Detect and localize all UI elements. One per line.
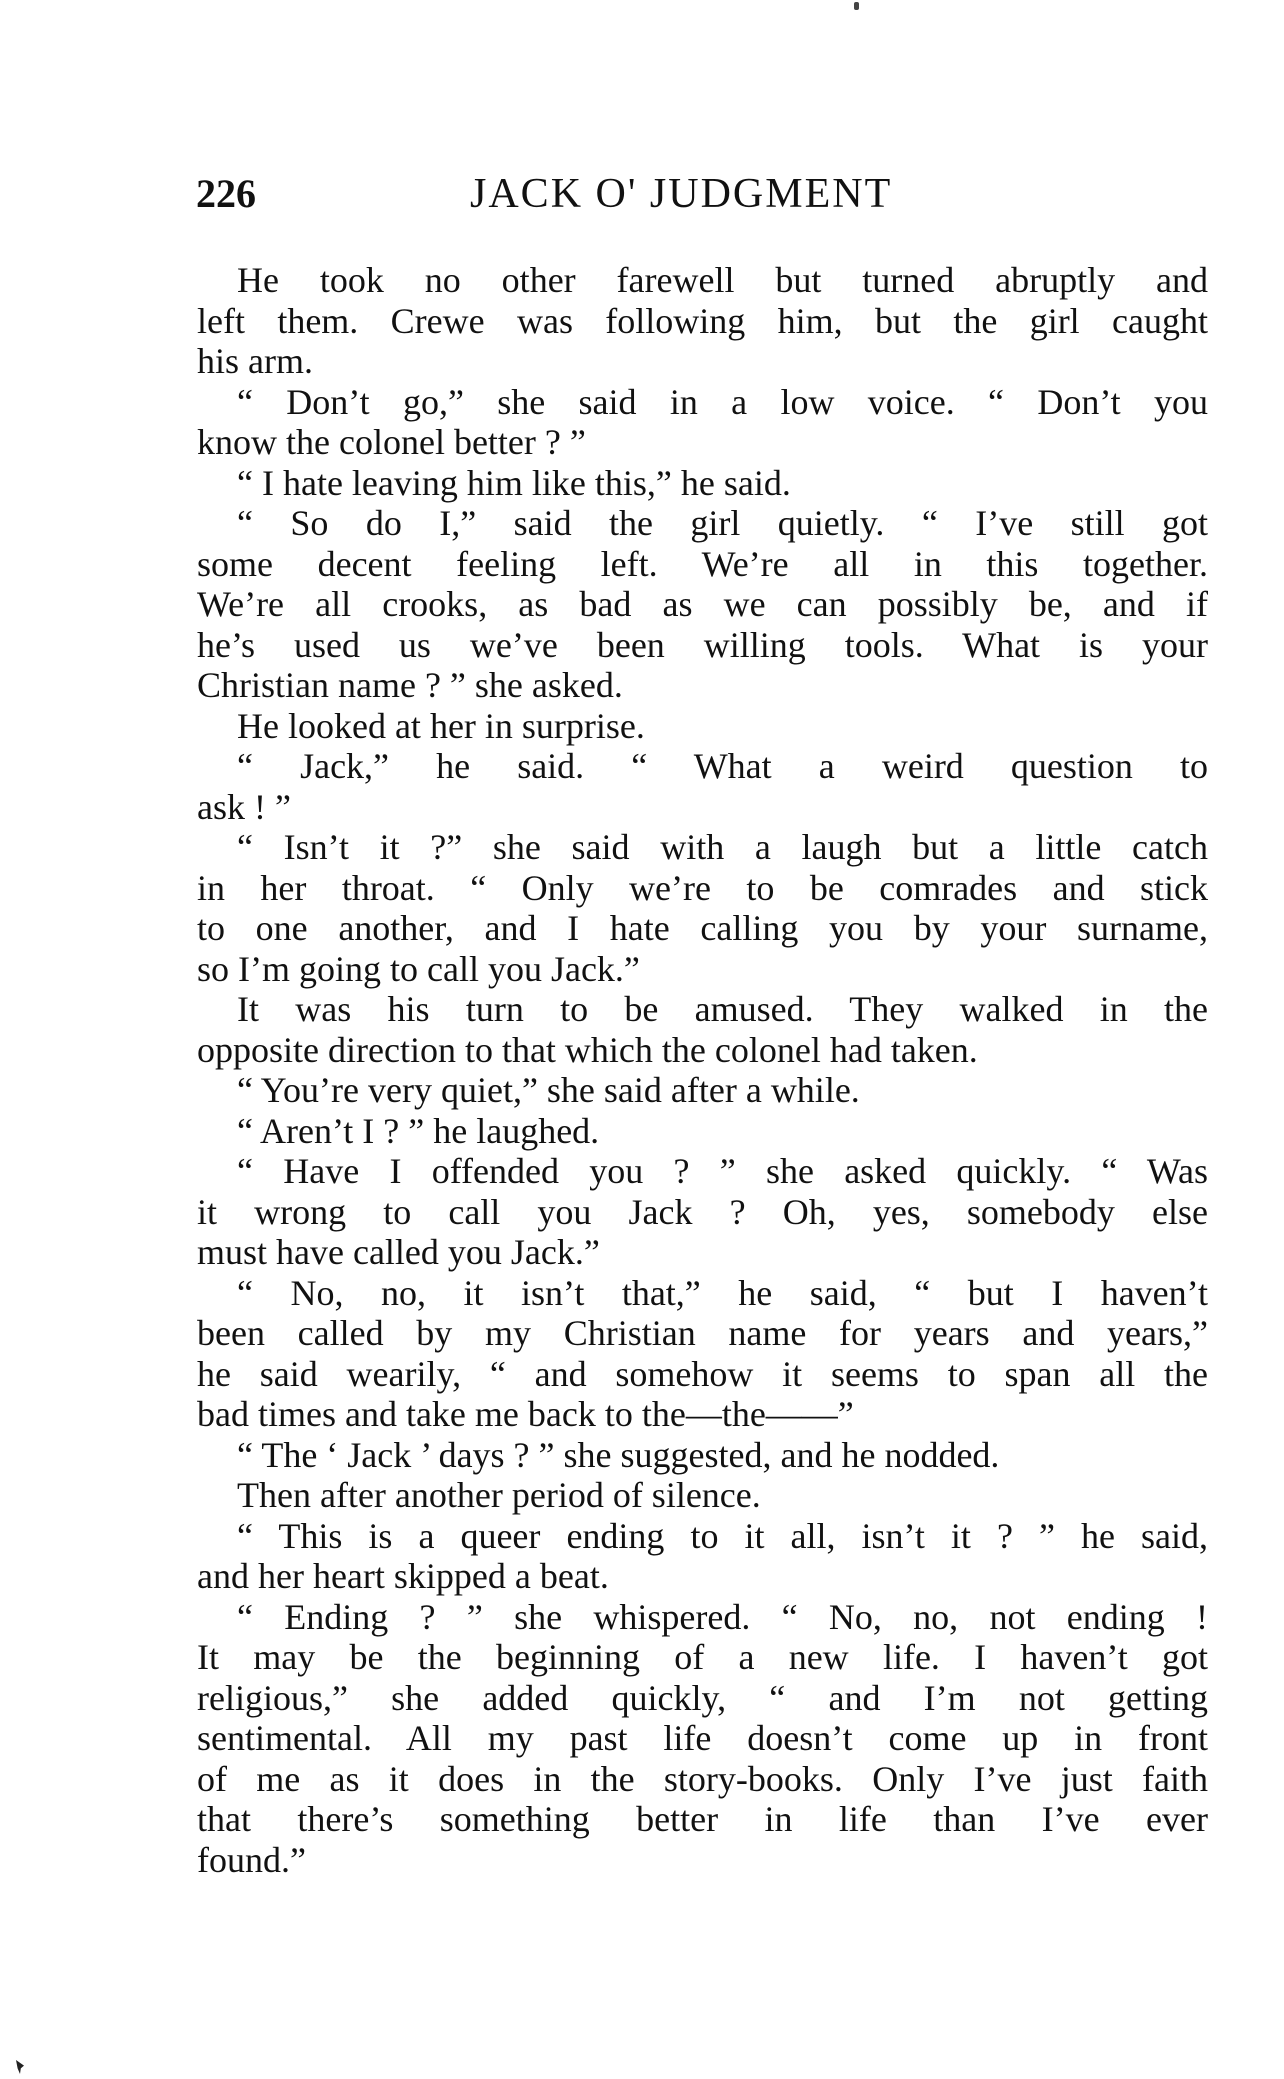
text-line: “ Jack,” he said. “ What a weird question to <box>237 746 1208 786</box>
text-line: It was his turn to be amused. They walked in the <box>237 989 1208 1029</box>
text-line: must have called you Jack.” <box>197 1232 600 1272</box>
text-line: “ Isn’t it ?” she said with a laugh but a little catch <box>237 827 1208 867</box>
text-line: He looked at her in surprise. <box>237 705 645 746</box>
text-line: Then after another period of silence. <box>237 1475 761 1515</box>
running-title: JACK O' JUDGMENT <box>470 171 893 217</box>
paragraph <box>197 1151 1208 1273</box>
paragraph <box>197 1070 1208 1111</box>
paragraph <box>197 706 1208 747</box>
text-line: it wrong to call you Jack ? Oh, yes, somebody else <box>197 1191 1208 1232</box>
text-line: so I’m going to call you Jack.” <box>197 948 640 989</box>
text-line: It may be the beginning of a new life. I haven’t got <box>197 1637 1208 1677</box>
text-line: he said wearily, “ and somehow it seems to span all the <box>197 1353 1208 1394</box>
text-line: “ Aren’t I ? ” he laughed. <box>237 1110 600 1151</box>
text-line: “ Ending ? ” she whispered. “ No, no, not ending ! <box>237 1596 1208 1637</box>
text-line: He took no other farewell but turned abruptly and <box>237 260 1208 300</box>
text-line: of me as it does in the story-books. Only I’ve just faith <box>197 1758 1208 1799</box>
paragraph <box>197 503 1208 706</box>
text-line: religious,” she added quickly, “ and I’m not getting <box>197 1677 1208 1718</box>
paragraph <box>197 1597 1208 1881</box>
paragraph <box>197 1273 1208 1435</box>
text-line: that there’s something better in life than I’ve ever <box>197 1799 1208 1839</box>
text-line: “ You’re very quiet,” she said after a while. <box>237 1070 860 1110</box>
paragraph <box>197 260 1208 382</box>
text-line: “ This is a queer ending to it all, isn’t it ? ” he said, <box>237 1515 1208 1556</box>
text-line: some decent feeling left. We’re all in this together. <box>197 543 1208 584</box>
text-line: his arm. <box>197 341 313 381</box>
paragraph <box>197 1111 1208 1152</box>
text-line: “ The ‘ Jack ’ days ? ” she suggested, and he nodded. <box>237 1434 1000 1475</box>
text-line: “ Don’t go,” she said in a low voice. “ Don’t you <box>237 381 1208 422</box>
text-line: know the colonel better ? ” <box>197 422 586 462</box>
text-line: been called by my Christian name for years and years,” <box>197 1313 1208 1353</box>
paragraph <box>197 989 1208 1070</box>
text-line: bad times and take me back to the—the——” <box>197 1394 854 1434</box>
page-number: 226 <box>196 171 256 216</box>
paragraph <box>197 1516 1208 1597</box>
paragraph <box>197 827 1208 989</box>
text-line: found.” <box>197 1839 306 1880</box>
paragraph <box>197 746 1208 827</box>
text-line: “ So do I,” said the girl quietly. “ I’ve still got <box>237 503 1208 543</box>
text-line: left them. Crewe was following him, but the girl caught <box>197 300 1208 341</box>
text-line: We’re all crooks, as bad as we can possibly be, and if <box>197 584 1208 624</box>
text-line: “ No, no, it isn’t that,” he said, “ but I haven’t <box>237 1272 1208 1313</box>
paragraph <box>197 382 1208 463</box>
paragraph <box>197 1435 1208 1476</box>
text-line: and her heart skipped a beat. <box>197 1556 609 1596</box>
text-line: sentimental. All my past life doesn’t come up in front <box>197 1718 1208 1758</box>
text-line: to one another, and I hate calling you by your surname, <box>197 908 1208 948</box>
text-line: “ I hate leaving him like this,” he said. <box>237 462 791 503</box>
paragraph <box>197 463 1208 504</box>
text-line: ask ! ” <box>197 786 291 827</box>
text-line: opposite direction to that which the colonel had taken. <box>197 1029 978 1070</box>
text-line: he’s used us we’ve been willing tools. What is your <box>197 624 1208 665</box>
text-line: in her throat. “ Only we’re to be comrades and stick <box>197 867 1208 908</box>
scan-mark <box>16 2060 24 2074</box>
paragraph <box>197 1475 1208 1516</box>
text-line: “ Have I offended you ? ” she asked quickly. “ Was <box>237 1151 1208 1191</box>
page-body-text <box>197 260 1208 1880</box>
scan-speck <box>854 2 859 10</box>
text-line: Christian name ? ” she asked. <box>197 665 623 705</box>
running-header <box>196 170 1208 226</box>
